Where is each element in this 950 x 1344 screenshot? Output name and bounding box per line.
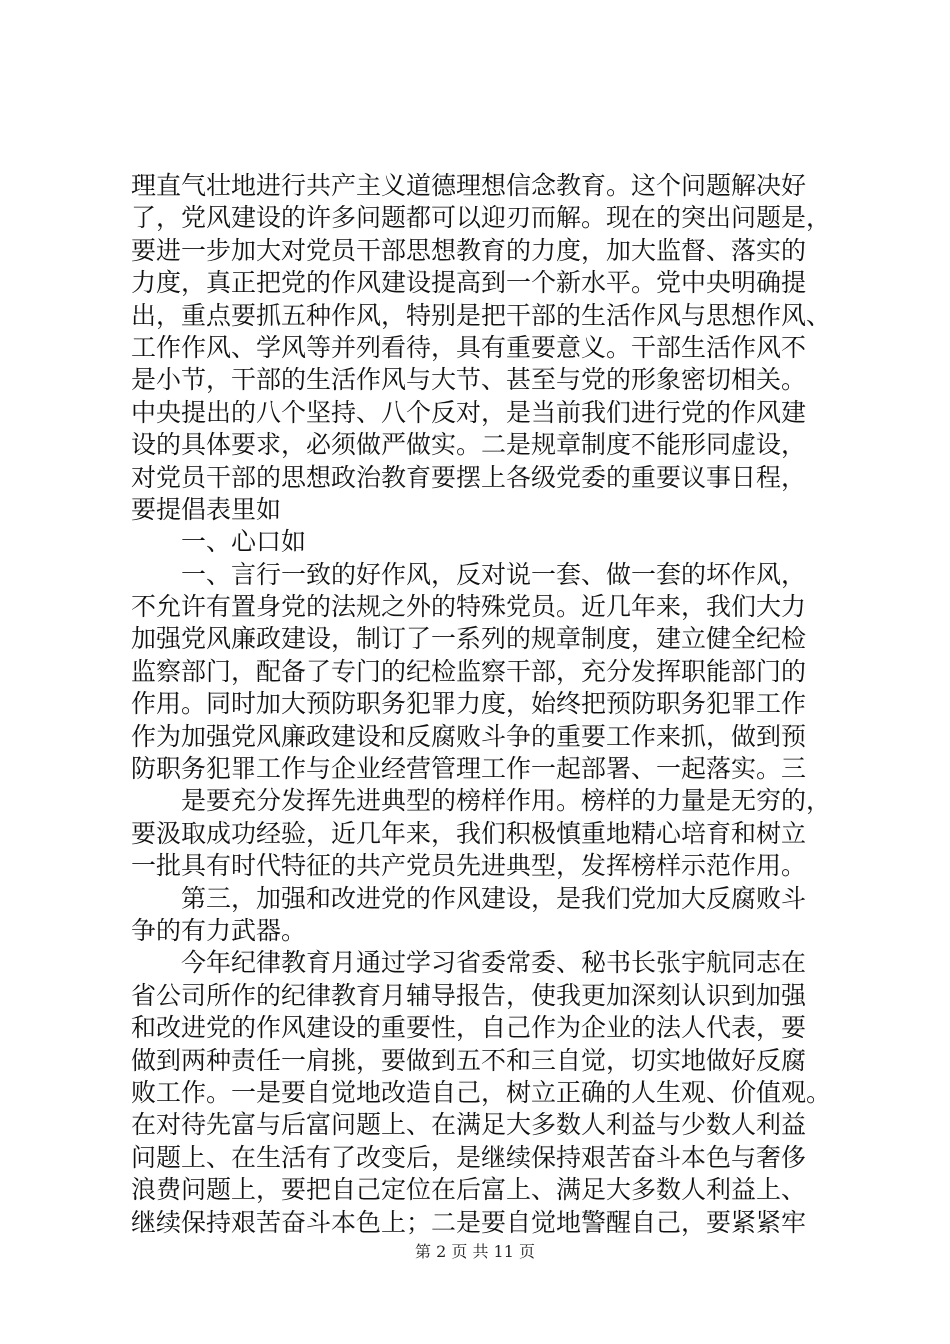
text-line: 是小节，干部的生活作风与大节、甚至与党的形象密切相关。 xyxy=(131,365,807,395)
text-line: 一批具有时代特征的共产党员先进典型，发挥榜样示范作用。 xyxy=(131,851,807,881)
text-line: 中央提出的八个坚持、八个反对，是当前我们进行党的作风建 xyxy=(131,397,807,427)
page-number-footer: 第 2 页 共 11 页 xyxy=(415,1242,535,1261)
text-line: 要提倡表里如 xyxy=(131,494,282,524)
text-line: 是要充分发挥先进典型的榜样作用。榜样的力量是无穷的， xyxy=(131,786,832,816)
text-line: 作用。同时加大预防职务犯罪力度，始终把预防职务犯罪工作 xyxy=(131,689,807,719)
text-line: 要汲取成功经验，近几年来，我们积极慎重地精心培育和树立 xyxy=(131,818,807,848)
body-text xyxy=(131,170,851,1239)
text-line: 继续保持艰苦奋斗本色上；二是要自觉地警醒自己，要紧紧牢 xyxy=(131,1207,807,1237)
text-line: 出，重点要抓五种作风，特别是把干部的生活作风与思想作风、 xyxy=(131,300,832,330)
text-line: 理直气壮地进行共产主义道德理想信念教育。这个问题解决好 xyxy=(131,171,807,200)
text-line: 一、言行一致的好作风，反对说一套、做一套的坏作风， xyxy=(131,559,807,589)
text-line: 加强党风廉政建设，制订了一系列的规章制度，建立健全纪检 xyxy=(131,624,807,654)
text-line: 对党员干部的思想政治教育要摆上各级党委的重要议事日程， xyxy=(131,462,807,492)
heading-line: 一、心口如 xyxy=(131,527,307,557)
text-line: 力度，真正把党的作风建设提高到一个新水平。党中央明确提 xyxy=(131,268,807,298)
text-line: 败工作。一是要自觉地改造自己，树立正确的人生观、价值观。 xyxy=(131,1077,832,1107)
text-line: 浪费问题上，要把自己定位在后富上、满足大多数人利益上、 xyxy=(131,1175,807,1205)
text-line: 要进一步加大对党员干部思想教育的力度，加大监督、落实的 xyxy=(131,235,807,265)
text-line: 问题上、在生活有了改变后，是继续保持艰苦奋斗本色与奢侈 xyxy=(131,1142,807,1172)
text-line: 做到两种责任一肩挑，要做到五不和三自觉，切实地做好反腐 xyxy=(131,1045,807,1075)
text-line: 工作作风、学风等并列看待，具有重要意义。干部生活作风不 xyxy=(131,332,807,362)
text-line: 作为加强党风廉政建设和反腐败斗争的重要工作来抓，做到预 xyxy=(131,721,807,751)
text-line: 在对待先富与后富问题上、在满足大多数人利益与少数人利益 xyxy=(131,1110,807,1140)
text-line: 不允许有置身党的法规之外的特殊党员。近几年来，我们大力 xyxy=(131,592,807,622)
text-line: 设的具体要求，必须做严做实。二是规章制度不能形同虚设， xyxy=(131,430,807,460)
text-line: 争的有力武器。 xyxy=(131,915,307,945)
text-line: 今年纪律教育月通过学习省委常委、秘书长张宇航同志在 xyxy=(131,948,807,978)
text-line: 和改进党的作风建设的重要性，自己作为企业的法人代表，要 xyxy=(131,1013,807,1043)
text-line: 防职务犯罪工作与企业经营管理工作一起部署、一起落实。三 xyxy=(131,754,807,784)
text-line: 第三，加强和改进党的作风建设，是我们党加大反腐败斗 xyxy=(131,883,807,913)
text-line: 了，党风建设的许多问题都可以迎刃而解。现在的突出问题是， xyxy=(131,203,832,233)
text-line: 省公司所作的纪律教育月辅导报告，使我更加深刻认识到加强 xyxy=(131,980,807,1010)
text-line: 监察部门，配备了专门的纪检监察干部，充分发挥职能部门的 xyxy=(131,656,807,686)
